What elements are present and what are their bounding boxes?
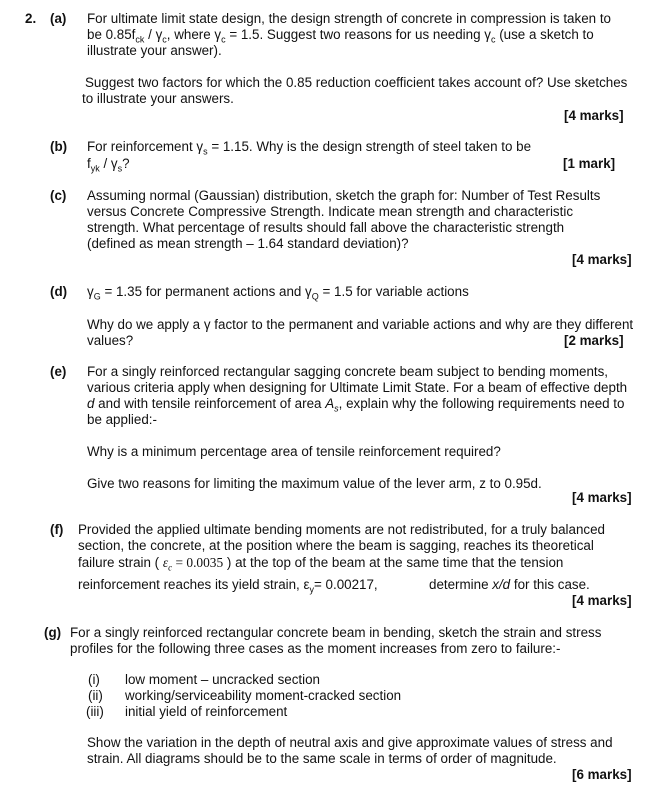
part-c-line-2: versus Concrete Compressive Strength. Indicate mean strength and characteristic <box>87 204 574 219</box>
part-g-item-2-text: working/serviceability moment-cracked section <box>125 688 402 703</box>
part-e-line-4: be applied:- <box>87 412 157 427</box>
part-b-label: (b) <box>50 139 68 154</box>
part-a-line-3: illustrate your answer). <box>87 43 222 58</box>
part-d-line-1: $\gamma_G = 1.35$ for permanent actions and $\gamma_Q = 1.5$ for variable actions <box>87 284 469 302</box>
part-g-item-2-num: (ii) <box>88 688 103 703</box>
part-a-para2-line-1: Suggest two factors for which the 0.85 reduction coefficient takes account of? Use sketches <box>85 75 628 90</box>
part-b-line-1: For reinforcement $\gamma_s = 1.15$. Why is the design strength of steel taken to be <box>87 139 532 157</box>
part-c-label: (c) <box>50 188 67 203</box>
part-g-para2-line-1: Show the variation in the depth of neutral axis and give approximate values of stress and <box>87 735 613 750</box>
part-f-line-4: reinforcement reaches its yield strain, $\varepsilon_y= 0.00217$, <box>78 577 378 595</box>
part-a-line-1: For ultimate limit state design, the design strength of concrete in compression is taken to <box>87 11 611 26</box>
part-b-line-2: $f_{yk} / \gamma_s$? <box>87 156 130 174</box>
part-a-line-2: be $0.85f_{ck} / \gamma_c$, where $\gamma_c = 1.5$. Suggest two reasons for us needing $\gamma_c$ (use a sketch to <box>87 27 594 45</box>
part-e-line-2: various criteria apply when designing for Ultimate Limit State. For a beam of effective depth <box>87 380 628 395</box>
part-c-line-1: Assuming normal (Gaussian) distribution, sketch the graph for: Number of Test Results <box>87 188 601 203</box>
part-g-item-3-text: initial yield of reinforcement <box>125 704 288 719</box>
part-g-item-3-num: (iii) <box>86 704 104 719</box>
part-e-question-2: Give two reasons for limiting the maximum value of the lever arm, z to 0.95d. <box>87 476 542 491</box>
part-g-para2-line-2: strain. All diagrams should be to the same scale in terms of order of magnitude. <box>87 751 557 766</box>
part-d-marks: [2 marks] <box>564 333 624 348</box>
part-a-marks: [4 marks] <box>564 108 624 123</box>
part-d-para2-line-1: Why do we apply a γ factor to the permanent and variable actions and why are they different <box>87 317 634 332</box>
part-e-question-1: Why is a minimum percentage area of tensile reinforcement required? <box>87 444 501 459</box>
part-f-line-4-end: determine x/d for this case. <box>429 577 590 592</box>
part-f-line-3: failure strain ( $\varepsilon_c = 0.0035$ ) at the top of the beam at the same time that the tension <box>78 555 564 573</box>
part-f-line-1: Provided the applied ultimate bending moments are not redistributed, for a truly balanced <box>78 522 606 537</box>
part-g-item-1-num: (i) <box>88 672 100 687</box>
part-b-marks: [1 mark] <box>563 156 616 171</box>
part-g-marks: [6 marks] <box>572 767 632 782</box>
part-a-label: (a) <box>50 11 67 26</box>
part-g-label: (g) <box>44 625 62 640</box>
part-e-line-1: For a singly reinforced rectangular sagging concrete beam subject to bending moments, <box>87 364 609 379</box>
part-f-label: (f) <box>50 522 64 537</box>
part-e-label: (e) <box>50 364 67 379</box>
part-f-marks: [4 marks] <box>572 593 632 608</box>
part-g-line-1: For a singly reinforced rectangular concrete beam in bending, sketch the strain and stress <box>70 625 602 640</box>
part-f-line-2: section, the concrete, at the position where the beam is sagging, reaches its theoretical <box>78 538 594 553</box>
part-c-line-3: strength. What percentage of results should fall above the characteristic strength <box>87 220 565 235</box>
part-c-line-4: (defined as mean strength – 1.64 standard deviation)? <box>87 236 409 251</box>
part-e-marks: [4 marks] <box>572 490 632 505</box>
question-number: 2. <box>25 11 37 26</box>
part-e-line-3: d and with tensile reinforcement of area $A_s$, explain why the following requirements need to <box>87 396 625 414</box>
part-d-label: (d) <box>50 284 68 299</box>
part-d-para2-line-2: values? <box>87 333 134 348</box>
part-c-marks: [4 marks] <box>572 252 632 267</box>
part-g-line-2: profiles for the following three cases as the moment increases from zero to failure:- <box>70 641 561 656</box>
part-g-item-1-text: low moment – uncracked section <box>125 672 321 687</box>
part-a-para2-line-2: to illustrate your answers. <box>82 91 234 106</box>
